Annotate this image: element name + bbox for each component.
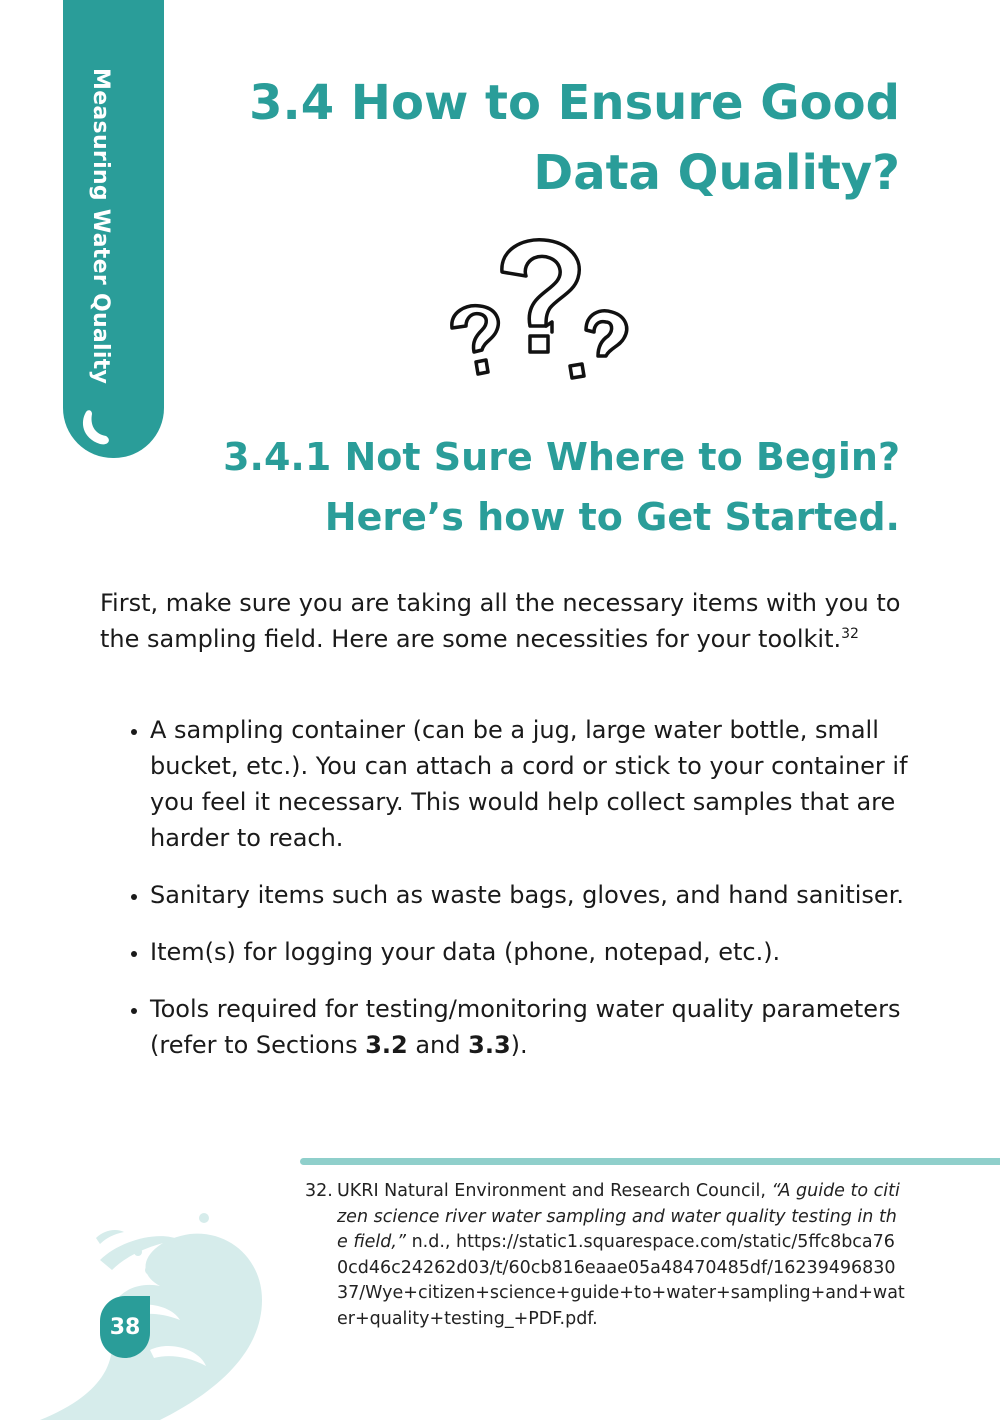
list-item: • A sampling container (can be a jug, large water bottle, small bucket, etc.). You can attach a cord or stick to your container if you feel it necessary. This would help collect samples that are harder to reach. <box>150 712 910 856</box>
list-item-text: and <box>407 1031 469 1059</box>
footnote-url[interactable]: https://static1.squarespace.com/static/5ffc8bca760cd46c24262d03/t/60cb816eaae05a48470485df/1623949683037/Wye+citizen+science+guide+to+water+sampling+and+water+quality+testing_+PDF.pdf. <box>337 1232 905 1329</box>
subtitle-line-1: 3.4.1 Not Sure Where to Begin? <box>223 435 900 479</box>
footnote <box>305 1179 905 1332</box>
footnote-title: “A guide to citizen science river water sampling and water quality testing in the field,” <box>337 1181 900 1252</box>
water-drop-icon <box>78 408 114 448</box>
section-ref-3-2[interactable]: 3.2 <box>365 1031 408 1059</box>
list-item: • Sanitary items such as waste bags, gloves, and hand sanitiser. <box>150 877 910 913</box>
list-item-text: Tools required for testing/monitoring water quality parameters (refer to Sections <box>150 995 901 1059</box>
toolkit-list <box>100 712 910 1084</box>
intro-paragraph <box>100 585 910 657</box>
page-title: 3.4 How to Ensure Good Data Quality? <box>249 75 900 201</box>
list-item: • Item(s) for logging your data (phone, notepad, etc.). <box>150 934 910 970</box>
list-item-text: ). <box>510 1031 528 1059</box>
chapter-side-tab <box>63 0 164 458</box>
page-number: 38 <box>100 1296 150 1358</box>
question-marks-icon <box>440 232 640 392</box>
list-item <box>150 991 910 1063</box>
footnote-ref-32[interactable]: 32 <box>841 626 859 642</box>
chapter-label: Measuring Water Quality <box>88 68 113 385</box>
footnote-date: n.d., <box>406 1232 451 1252</box>
section-subtitle <box>200 427 900 547</box>
footnote-author: UKRI Natural Environment and Research Council, <box>337 1181 772 1201</box>
intro-text: First, make sure you are taking all the necessary items with you to the sampling field. Here are some necessities for your toolkit. <box>100 589 901 653</box>
footnote-divider <box>300 1158 1000 1165</box>
footnote-number: 32. <box>305 1181 333 1201</box>
subtitle-line-2: Here’s how to Get Started. <box>324 495 900 539</box>
section-ref-3-3[interactable]: 3.3 <box>468 1031 511 1059</box>
